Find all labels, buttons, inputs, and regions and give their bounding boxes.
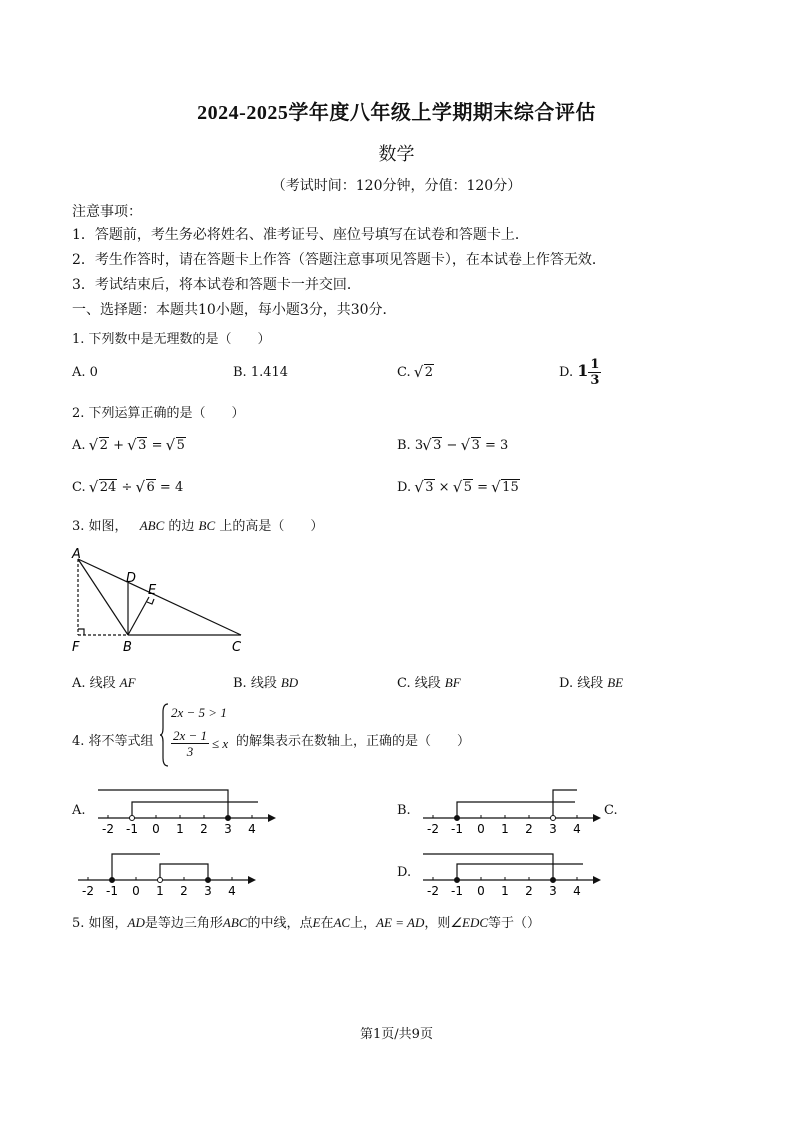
note-item-3: 3．考试结束后，将本试卷和答题卡一并交回． [72,277,361,293]
q1-option-b [233,365,288,380]
mixed-number-whole: 1 [577,361,589,380]
number-line-a [90,784,280,836]
axis-arrow [268,814,276,822]
notes-heading: 注意事项： [72,204,142,220]
q4-option-d-label: D. [397,865,412,880]
axis-arrow [248,876,256,884]
endpoint-dot [110,878,115,883]
option-value: 1.414 [250,365,289,380]
option-label: B. [233,365,247,380]
number-line-b [415,784,605,836]
q1-option-c [397,365,434,380]
exam-info: （考试时间：120分钟，分值：120分） [271,178,522,194]
tick-label: 2 [525,822,533,836]
system-brace [160,702,170,768]
tick-label: 2 [525,884,533,898]
number-line-d [415,846,605,898]
option-value: 0 [89,365,98,380]
tick-label: 3 [224,822,232,836]
tick-label: 4 [248,822,256,836]
q2-option-b: B. 3√ 3 − √ 3 = 3 [397,438,508,453]
tick-label: 1 [501,822,509,836]
endpoint-dot [206,878,211,883]
inequality-2: $\frac{2x - 1}{3}$ ≤ x [173,728,229,759]
q4-pre: 4. 将不等式组 [72,734,154,749]
q4-option-a-label: A. [72,803,86,818]
solution-ray [132,802,258,818]
endpoint-dot [551,816,556,821]
q2-stem: 2. 下列运算正确的是（ ） [72,406,245,421]
q2-option-d: D. √ 3 × √ 5 = √ 15 [397,480,520,495]
endpoint-dot [551,878,556,883]
subject-title: 数学 [378,144,415,165]
axis-arrow [593,814,601,822]
solution-ray [457,802,575,818]
tick-label: -2 [427,884,439,898]
q2-option-c: C. √ 24 ÷ √ 6 = 4 [72,480,183,495]
tick-label: 4 [228,884,236,898]
label-f: F [72,640,80,655]
tick-label: -2 [82,884,94,898]
tick-label: -1 [106,884,118,898]
q2-option-a: A. √ 2 + √ 3 = √ 5 [72,438,186,453]
q3-option-c: C. 线段 BF [397,675,461,691]
section-heading: 一、选择题：本题共10小题，每小题3分，共30分． [72,302,397,318]
tick-label: -2 [102,822,114,836]
q1-stem: 1. 下列数中是无理数的是（ ） [72,332,271,347]
q4-post: 的解集表示在数轴上，正确的是（ ） [236,734,471,749]
q4-option-c-label: C. [604,803,618,818]
tick-label: 2 [200,822,208,836]
option-label: A. [72,365,86,380]
q3-stem: 3. 如图， ABC 的边 BC 上的高是（ ） [72,518,324,534]
sqrt-expression: √ 2 [415,365,434,380]
label-e: E [148,583,157,598]
inequality-1: 2x − 5 > 1 [171,705,227,720]
solution-ray [553,790,577,818]
note-item-1: 1．答题前，考生务必将姓名、准考证号、座位号填写在试卷和答题卡上． [72,227,529,243]
endpoint-dot [130,816,135,821]
tick-label: 0 [132,884,140,898]
option-label: C. [397,365,411,380]
q1-option-a [72,365,98,380]
solution-ray [457,864,583,880]
mixed-number-fraction: $\frac{1}{3}$ [590,357,600,388]
option-label: D. [559,365,574,380]
label-b: B [123,640,132,655]
endpoint-dot [455,816,460,821]
label-c: C [232,640,242,655]
tick-label: 0 [477,884,485,898]
tick-label: 3 [549,884,557,898]
tick-label: 3 [204,884,212,898]
page-footer: 第1页/共9页 [360,1027,433,1042]
solution-ray [112,854,160,880]
label-a: A [72,547,81,562]
tick-label: 3 [549,822,557,836]
triangle-figure [68,545,258,657]
endpoint-dot [226,816,231,821]
q3-option-d: D. 线段 BE [559,675,624,691]
endpoint-dot [455,878,460,883]
solution-ray [98,790,228,818]
endpoint-dot [158,878,163,883]
tick-label: -1 [451,822,463,836]
tick-label: 1 [176,822,184,836]
tick-label: 0 [477,822,485,836]
label-d: D [126,571,137,586]
tick-label: 1 [156,884,164,898]
line-be [128,597,149,635]
tick-label: -1 [126,822,138,836]
q3-option-b: B. 线段 BD [233,675,299,691]
right-angle-f [78,629,84,635]
q1-option-d [559,357,601,388]
exam-title: 2024-2025学年度八年级上学期期末综合评估 [197,102,596,124]
q3-option-a: A. 线段 AF [72,675,136,691]
tick-label: 2 [180,884,188,898]
tick-label: 1 [501,884,509,898]
tick-label: 4 [573,822,581,836]
note-item-2: 2．考生作答时，请在答题卡上作答（答题注意事项见答题卡），在本试卷上作答无效． [72,252,606,268]
number-line-c [70,846,260,898]
q4-option-b-label: B. [397,803,411,818]
tick-label: 4 [573,884,581,898]
q5-stem: 5. 如图，AD是等边三角形ABC的中线，点E在AC上，AE = AD，则∠EDC等于（） [72,915,541,931]
tick-label: -2 [427,822,439,836]
solution-ray [423,854,553,880]
tick-label: -1 [451,884,463,898]
axis-arrow [593,876,601,884]
tick-label: 0 [152,822,160,836]
